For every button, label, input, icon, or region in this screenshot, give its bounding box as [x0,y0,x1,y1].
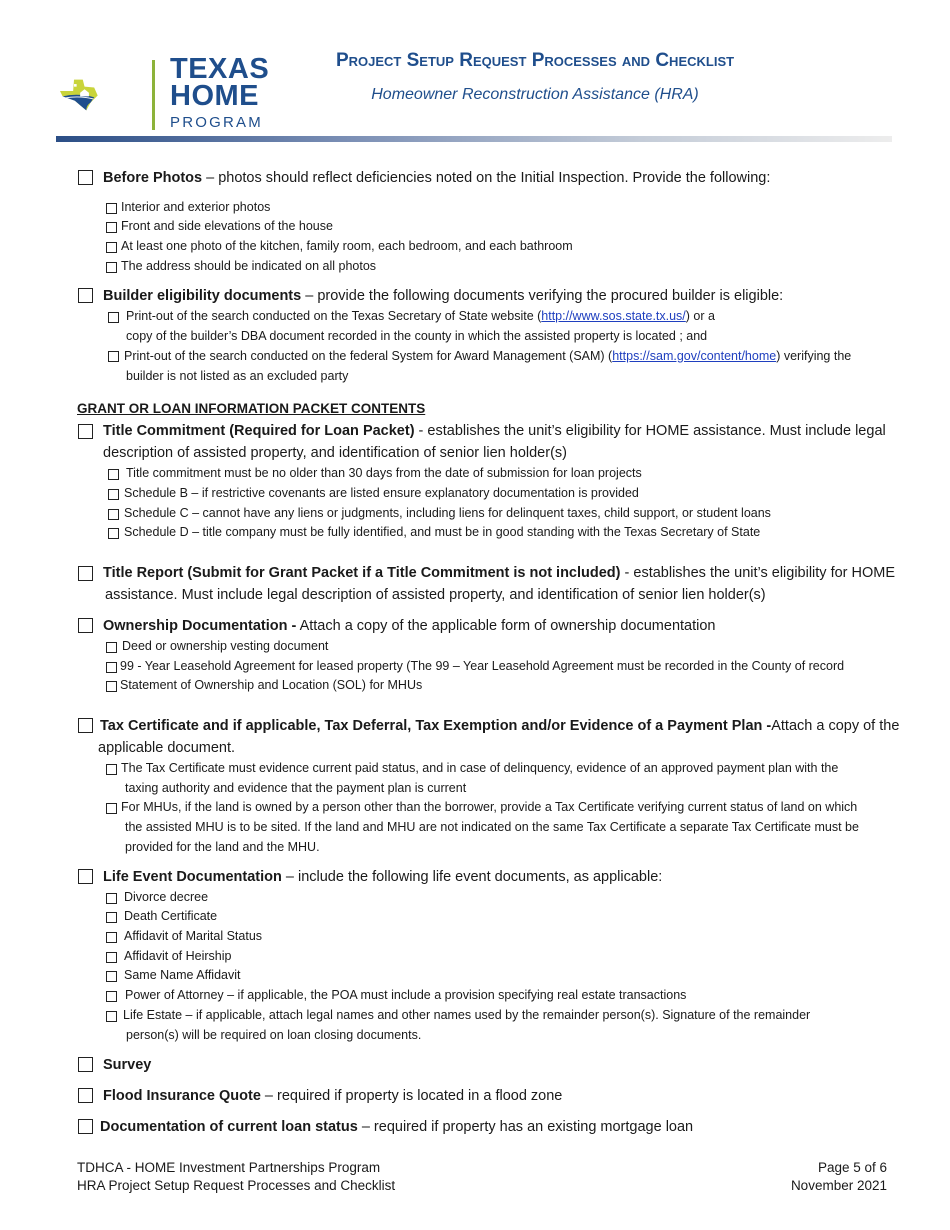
title-commitment-sub-checkbox[interactable] [108,528,119,539]
photo-item: Interior and exterior photos [121,200,271,214]
life-event-subitem: Power of Attorney – if applicable, the POA must include a provision specifying real estate transactions [125,988,687,1002]
life-event-desc: – include the following life event documents, as applicable: [281,869,663,885]
footer-left [77,1159,395,1195]
builder-sos-item [126,307,715,325]
before-photos-title: Before Photos [103,170,203,186]
tax-subitem-cont: taxing authority and evidence that the payment plan is current [125,781,467,795]
builder-desc: – provide the following documents verifying the procured builder is eligible: [301,288,784,304]
ownership-subitem: Statement of Ownership and Location (SOL) for MHUs [120,678,423,692]
tax-line2: applicable document. [98,740,236,756]
ownership-desc: Attach a copy of the applicable form of ownership documentation [296,618,716,634]
life-event-sub-checkbox[interactable] [106,893,117,904]
title-report-desc: - establishes the unit’s eligibility for HOME [620,565,896,581]
loan-status-title: Documentation of current loan status [100,1119,358,1135]
title-commitment-subitem: Schedule D – title company must be fully identified, and must be in good standing with the Texas Secretary of State [124,525,761,539]
ownership-title: Ownership Documentation - [103,618,297,634]
life-event-sub-checkbox[interactable] [106,971,117,982]
tax-certificate-item [100,717,899,735]
survey-title: Survey [103,1057,152,1073]
header-divider [56,136,892,142]
builder-sam-checkbox[interactable] [108,351,119,362]
builder-sos-text-end: ) or a [685,309,715,323]
life-event-sub-checkbox[interactable] [106,991,117,1002]
title-commitment-title: Title Commitment (Required for Loan Packet) [103,423,415,439]
logo-wordmark [170,53,270,112]
builder-sam-line2: builder is not listed as an excluded party [126,369,349,383]
logo-home-text: HOME [170,80,259,112]
title-commitment-subitem: Title commitment must be no older than 30 days from the date of submission for loan projects [126,466,642,480]
tax-title: Tax Certificate and if applicable, Tax Deferral, Tax Exemption and/or Evidence of a Payment Plan - [100,718,772,734]
photo-item-checkbox[interactable] [106,262,117,273]
loan-status-item [100,1118,693,1136]
title-commitment-item [103,422,886,440]
title-commitment-sub-checkbox[interactable] [108,489,119,500]
title-commitment-desc: - establishes the unit’s eligibility for HOME assistance. Must include legal [414,423,886,439]
before-photos-checkbox[interactable] [78,170,93,185]
life-event-item [103,868,662,886]
footer-date: November 2021 [790,1178,887,1193]
photo-item-checkbox[interactable] [106,242,117,253]
ownership-subitem: 99 - Year Leasehold Agreement for leased property (The 99 – Year Leasehold Agreement must be recorded in the County of record [120,659,845,673]
ownership-item [103,617,715,635]
life-event-subitem: Affidavit of Marital Status [124,929,263,943]
tax-sub-checkbox[interactable] [106,803,117,814]
tax-certificate-checkbox[interactable] [78,718,93,733]
survey-item [103,1056,151,1074]
builder-sos-line2: copy of the builder’s DBA document recorded in the county in which the assisted property is located ; and [126,329,708,343]
builder-title: Builder eligibility documents [103,288,302,304]
logo-divider [152,60,155,130]
life-event-subitem: Divorce decree [124,890,209,904]
sam-link[interactable]: https://sam.gov/content/home [612,349,777,363]
page-title: Project Setup Request Processes and Checklist [335,50,735,71]
life-event-subitem: Affidavit of Heirship [124,949,232,963]
flood-desc: – required if property is located in a flood zone [260,1088,563,1104]
before-photos-item [103,169,770,187]
title-commitment-line2: description of assisted property, and identification of senior lien holder(s) [103,445,567,461]
photo-item: At least one photo of the kitchen, family room, each bedroom, and each bathroom [121,239,573,253]
title-commitment-checkbox[interactable] [78,424,93,439]
title-report-item [103,564,895,582]
life-event-sub-checkbox[interactable] [106,912,117,923]
builder-sam-item [124,347,851,365]
photo-item: The address should be indicated on all photos [121,259,377,273]
life-event-sub-checkbox[interactable] [106,952,117,963]
builder-sam-text: Print-out of the search conducted on the federal System for Award Management (SAM) ( [124,349,613,363]
footer-right [700,1159,887,1195]
builder-sos-checkbox[interactable] [108,312,119,323]
life-event-checkbox[interactable] [78,869,93,884]
tax-desc: Attach a copy of the [771,718,900,734]
logo-program-text: PROGRAM [170,114,263,131]
life-event-subitem-cont: person(s) will be required on loan closing documents. [126,1028,422,1042]
photo-item-checkbox[interactable] [106,203,117,214]
life-event-subitem: Death Certificate [124,909,218,923]
tax-sub-checkbox[interactable] [106,764,117,775]
grant-loan-heading: GRANT OR LOAN INFORMATION PACKET CONTENTS [77,401,426,416]
life-event-subitem: Same Name Affidavit [124,968,241,982]
ownership-sub-checkbox[interactable] [106,642,117,653]
ownership-sub-checkbox[interactable] [106,662,117,673]
tax-subitem: The Tax Certificate must evidence current paid status, and in case of delinquency, evidence of an approved payment plan with the [121,761,839,775]
ownership-checkbox[interactable] [78,618,93,633]
life-event-subitem: Life Estate – if applicable, attach legal names and other names used by the remainder person(s). Signature of the remainder [123,1008,811,1022]
survey-checkbox[interactable] [78,1057,93,1072]
ownership-subitem: Deed or ownership vesting document [122,639,329,653]
photo-item: Front and side elevations of the house [121,219,333,233]
title-report-title: Title Report (Submit for Grant Packet if a Title Commitment is not included) [103,565,621,581]
footer-doc-title: HRA Project Setup Request Processes and Checklist [77,1178,396,1193]
photo-item-checkbox[interactable] [106,222,117,233]
title-commitment-subitem: Schedule B – if restrictive covenants are listed ensure explanatory documentation is provided [124,486,639,500]
title-commitment-sub-checkbox[interactable] [108,509,119,520]
tax-subitem: For MHUs, if the land is owned by a person other than the borrower, provide a Tax Certificate verifying current status of land on which [121,800,858,814]
loan-status-checkbox[interactable] [78,1119,93,1134]
logo-texas-text: TEXAS [170,53,270,85]
tax-subitem-cont: provided for the land and the MHU. [125,840,320,854]
life-event-title: Life Event Documentation [103,869,282,885]
footer-program: TDHCA - HOME Investment Partnerships Program [77,1160,381,1175]
builder-eligibility-checkbox[interactable] [78,288,93,303]
flood-title: Flood Insurance Quote [103,1088,261,1104]
ownership-sub-checkbox[interactable] [106,681,117,692]
title-report-line2: assistance. Must include legal description of assisted property, and identification of senior lien holder(s) [105,587,766,603]
sos-link[interactable]: http://www.sos.state.tx.us/ [541,309,686,323]
flood-insurance-checkbox[interactable] [78,1088,93,1103]
texas-home-logo-icon [60,56,152,134]
builder-sam-text-end: ) verifying the [776,349,852,363]
life-event-sub-checkbox[interactable] [106,932,117,943]
title-commitment-sub-checkbox[interactable] [108,469,119,480]
before-photos-desc: – photos should reflect deficiencies noted on the Initial Inspection. Provide the following: [202,170,771,186]
life-event-sub-checkbox[interactable] [106,1011,117,1022]
page-subtitle: Homeowner Reconstruction Assistance (HRA) [371,86,699,103]
builder-sos-text: Print-out of the search conducted on the Texas Secretary of State website ( [126,309,542,323]
title-commitment-subitem: Schedule C – cannot have any liens or judgments, including liens for delinquent taxes, child support, or student loans [124,506,771,520]
loan-status-desc: – required if property has an existing mortgage loan [357,1119,694,1135]
page-number: Page 5 of 6 [817,1160,887,1175]
tax-subitem-cont: the assisted MHU is to be sited. If the land and MHU are not indicated on the same Tax Certificate a separate Tax Certificate must be [125,820,859,834]
title-report-checkbox[interactable] [78,566,93,581]
builder-eligibility-item [103,287,783,305]
flood-insurance-item [103,1087,562,1105]
